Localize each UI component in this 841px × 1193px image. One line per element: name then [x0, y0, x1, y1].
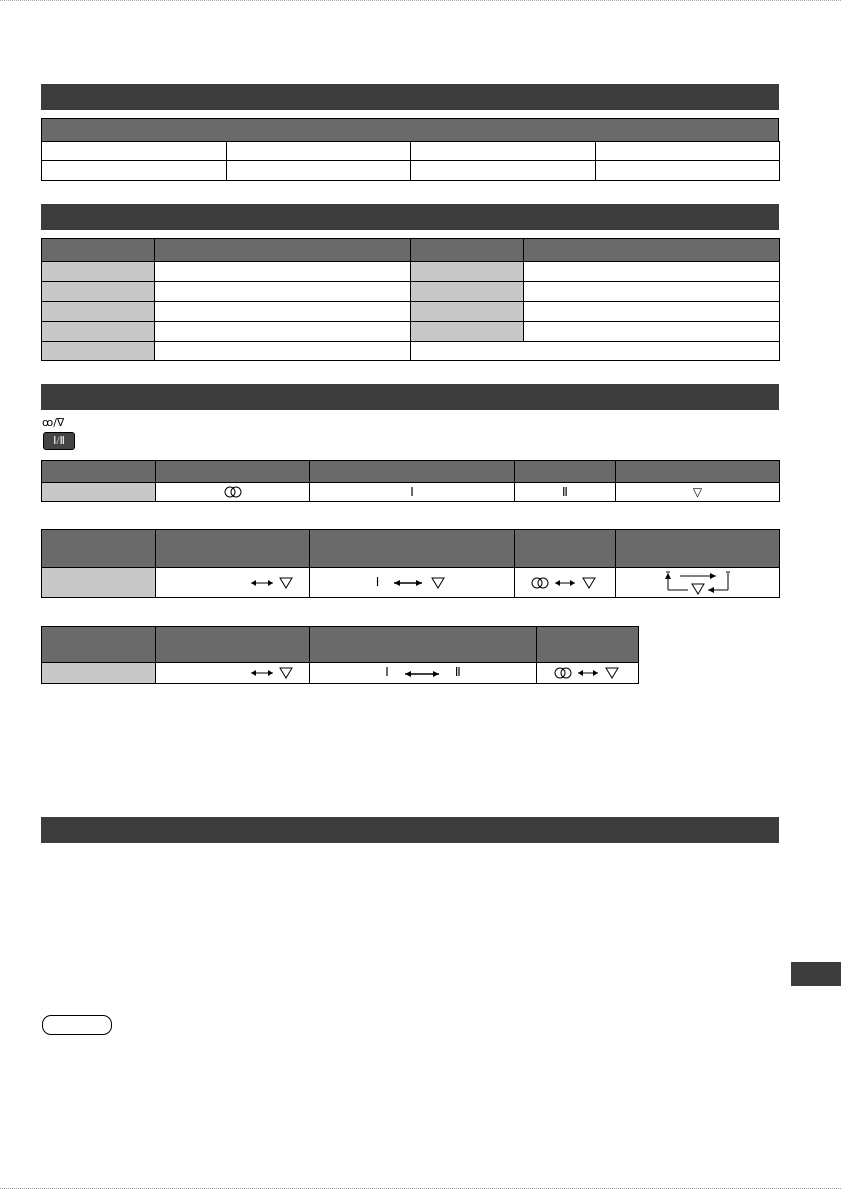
s2-header [155, 239, 411, 262]
top-edge-line [0, 0, 841, 4]
tb-cell-4 [616, 568, 780, 598]
tb-header [42, 530, 156, 568]
s2-header [524, 239, 780, 262]
tc-cell-2 [310, 663, 537, 684]
stereo-mono-legend: ꝏ/∇ [42, 416, 65, 429]
section-1-subheader-bar [41, 118, 779, 142]
s2-label [411, 302, 524, 322]
s1-cell [411, 161, 596, 181]
ta-dual2-cell [515, 483, 616, 502]
s1-cell [227, 142, 411, 161]
s1-cell [42, 142, 227, 161]
dual-2-symbol: Ⅱ [562, 484, 568, 499]
sound-mode-table-a [41, 460, 780, 502]
s2-value [155, 302, 411, 322]
s2-value [155, 342, 411, 361]
toggle-arrow-mono-icon [247, 576, 297, 590]
dual-1-symbol: Ⅰ [375, 574, 380, 589]
mono-triangle-icon: ▽ [692, 485, 703, 499]
section-2-header-bar [41, 204, 779, 230]
s2-label [411, 262, 524, 282]
dual-1-symbol: Ⅰ [385, 665, 389, 680]
ta-header [616, 461, 780, 483]
ta-header [310, 461, 515, 483]
s2-header [42, 239, 155, 262]
s2-value [155, 282, 411, 302]
tc-cell-3 [537, 663, 639, 684]
s2-value [524, 262, 780, 282]
s1-cell [227, 161, 411, 181]
tb-header [156, 530, 310, 568]
ta-dual1-cell [310, 483, 515, 502]
tb-cell-3 [515, 568, 616, 598]
tc-header [42, 627, 156, 663]
tb-header [616, 530, 780, 568]
s1-cell [411, 142, 596, 161]
ta-label [42, 483, 156, 502]
dual-2-symbol: Ⅱ [454, 665, 461, 680]
toggle-arrow-mono-icon [392, 576, 448, 590]
tb-cell-1 [156, 568, 310, 598]
s2-label [42, 282, 155, 302]
s2-value [524, 282, 780, 302]
bottom-edge-line [0, 1188, 841, 1189]
ta-header [156, 461, 310, 483]
s1-cell [596, 142, 780, 161]
side-index-tab [791, 962, 841, 986]
tc-header [537, 627, 639, 663]
tc-cell-1 [156, 663, 310, 684]
section-4-header-bar [41, 817, 779, 843]
stereo-rings-icon [223, 486, 243, 498]
tb-label [42, 568, 156, 598]
s2-label [42, 342, 155, 361]
dual-1-symbol: Ⅰ [410, 484, 414, 499]
s2-value-wide [411, 342, 780, 361]
s2-label [411, 282, 524, 302]
s2-label [411, 322, 524, 342]
s1-cell [42, 161, 227, 181]
toggle-arrow-mono-icon [247, 666, 297, 680]
tb-header [515, 530, 616, 568]
sound-mode-table-b [41, 529, 780, 598]
ta-stereo-cell [156, 483, 310, 502]
s1-cell [596, 161, 780, 181]
s2-header [411, 239, 524, 262]
s2-value [524, 302, 780, 322]
tc-header [310, 627, 537, 663]
stereo-toggle-mono-icon [529, 576, 601, 590]
tb-header [310, 530, 515, 568]
ta-mono-cell [616, 483, 780, 502]
s2-value [155, 322, 411, 342]
tb-cell-2 [310, 568, 515, 598]
tc-header [156, 627, 310, 663]
dual-sound-button[interactable]: Ⅰ/Ⅱ [43, 432, 75, 450]
section-1-table [41, 141, 780, 181]
ta-header [515, 461, 616, 483]
cycle-arrows-icon [658, 570, 738, 596]
section-3-header-bar [41, 384, 779, 410]
note-badge [42, 1015, 112, 1035]
tc-label [42, 663, 156, 684]
ta-header [42, 461, 156, 483]
section-2-table [41, 238, 780, 361]
section-1-header-bar [41, 84, 779, 110]
toggle-arrow-icon [402, 667, 442, 681]
s2-value [524, 322, 780, 342]
s2-label [42, 262, 155, 282]
sound-mode-table-c [41, 626, 639, 684]
s2-label [42, 322, 155, 342]
s2-label [42, 302, 155, 322]
stereo-toggle-mono-icon [552, 666, 624, 680]
s2-value [155, 262, 411, 282]
